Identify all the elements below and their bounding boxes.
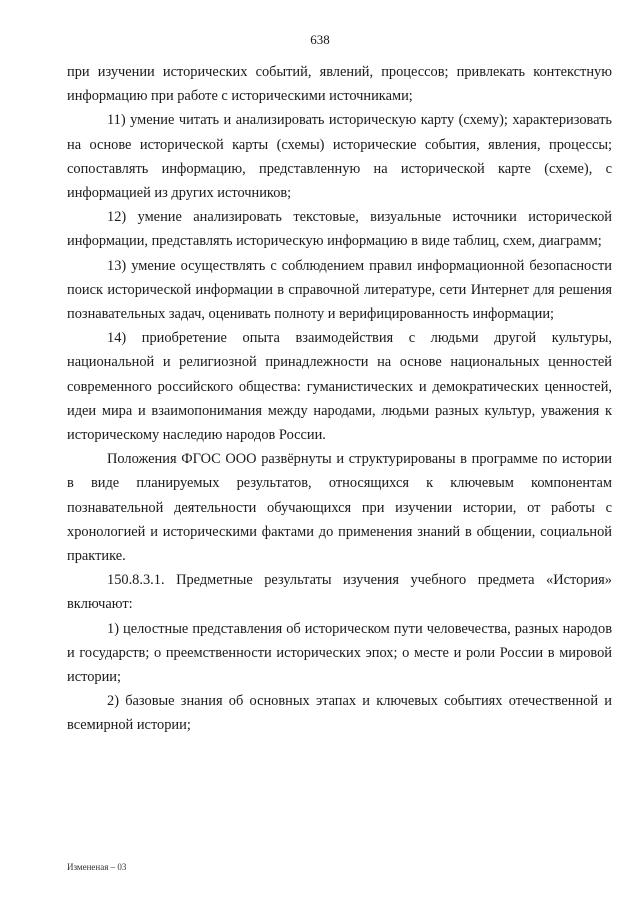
paragraph-fgos: Положения ФГОС ООО развёрнуты и структурированы в программе по истории в виде планируемых результатов, относящихся к ключевым компонентам познавательной деятельности обучающихся при изучении истории, от работы с хронологией и историческими фактами до применения знаний в общении, социальной практике. (67, 451, 612, 565)
paragraph-item-13: 13) умение осуществлять с соблюдением правил информационной безопасности поиск исторической информации в справочной литературе, сети Интернет для решения познавательных задач, оценивать полноту и верифицированность информации; (67, 257, 612, 323)
paragraph-item-11: 11) умение читать и анализировать историческую карту (схему); характеризовать на основе исторической карты (схемы) исторические события, явления, процессы; сопоставлять информацию, представленную на исторической карте (схеме), с информацией из других источников; (67, 112, 612, 202)
page-number: 638 (310, 32, 330, 47)
paragraph-section-150-8-3-1: 150.8.3.1. Предметные результаты изучения учебного предмета «История» включают: (67, 572, 612, 613)
paragraph-result-2: 2) базовые знания об основных этапах и ключевых событиях отечественной и всемирной истории; (67, 693, 612, 734)
paragraph-item-12: 12) умение анализировать текстовые, визуальные источники исторической информации, представлять историческую информацию в виде таблиц, схем, диаграмм; (67, 209, 612, 250)
paragraph-continuation: при изучении исторических событий, явлений, процессов; привлекать контекстную информацию при работе с историческими источниками; (67, 64, 612, 105)
document-body (67, 60, 612, 738)
paragraph-result-1: 1) целостные представления об историческом пути человечества, разных народов и государств; о преемственности исторических эпох; о месте и роли России в мировой истории; (67, 620, 612, 686)
paragraph-item-14: 14) приобретение опыта взаимодействия с людьми другой культуры, национальной и религиозной принадлежности на основе национальных ценностей современного российского общества: гуманистических и демократических ценностей, идеи мира и взаимопонимания между народами, людьми разных культур, уважения к историческому наследию народов России. (67, 330, 612, 444)
footer-note: Измененая – 03 (67, 862, 127, 872)
